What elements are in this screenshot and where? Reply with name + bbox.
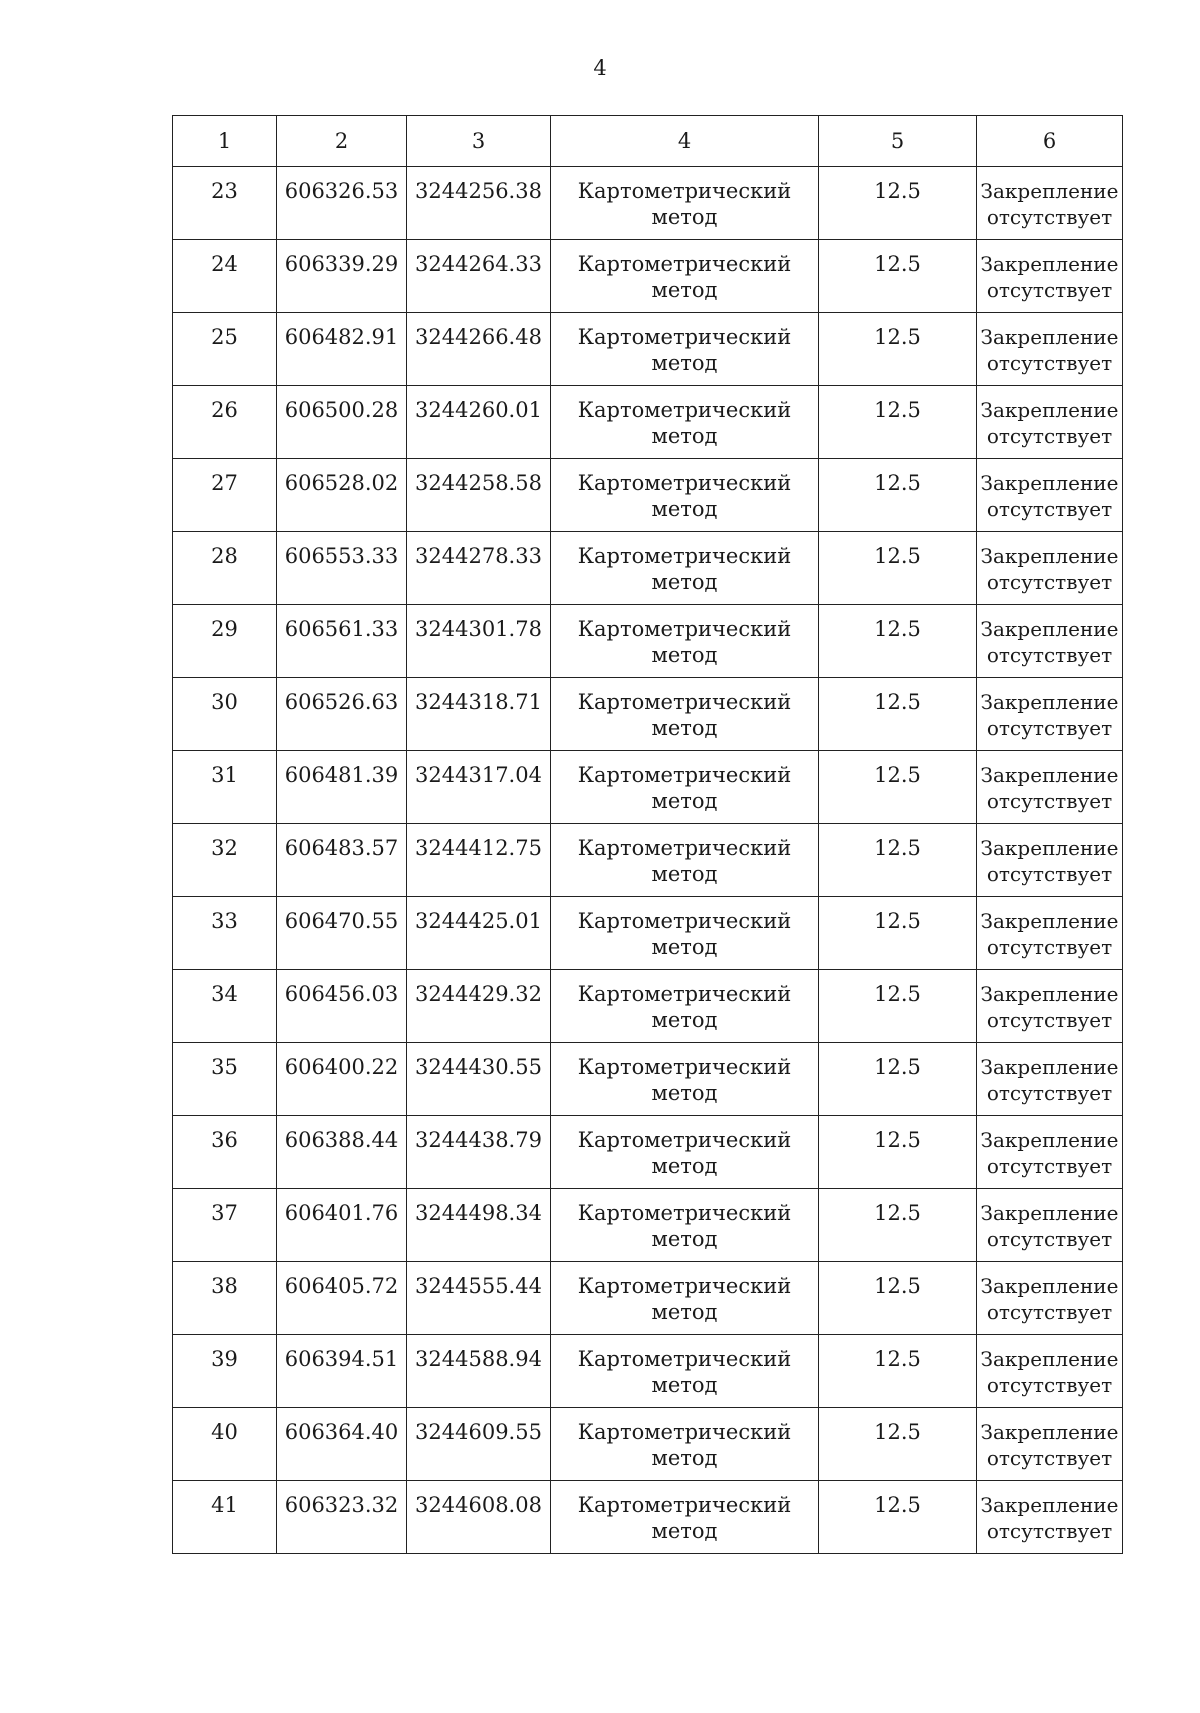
method-cell-text: Картометрический метод: [577, 1055, 792, 1105]
error-cell-text: 12.5: [874, 836, 921, 860]
error-cell: [819, 1481, 977, 1554]
fixation-line-1: Закрепление: [980, 617, 1119, 641]
method-cell-text: Картометрический метод: [577, 1347, 792, 1397]
point-number-cell-text: 29: [211, 617, 238, 641]
fixation-line-1: Закрепление: [980, 836, 1119, 860]
error-cell-text: 12.5: [874, 1201, 921, 1225]
table-row: [173, 386, 1123, 459]
error-cell-text: 12.5: [874, 763, 921, 787]
point-number-cell-text: 30: [211, 690, 238, 714]
x-coordinate-cell-text: 606405.72: [284, 1274, 399, 1298]
error-cell: [819, 605, 977, 678]
column-header: 5: [819, 116, 977, 167]
fixation-cell: [977, 678, 1123, 751]
y-coordinate-cell: [407, 678, 551, 751]
method-cell-text: Картометрический метод: [577, 398, 792, 448]
coordinates-table: [172, 115, 1123, 1554]
y-coordinate-cell: [407, 970, 551, 1043]
fixation-cell: [977, 897, 1123, 970]
point-number-cell: [173, 1116, 277, 1189]
method-cell: [551, 1116, 819, 1189]
x-coordinate-cell: [277, 313, 407, 386]
x-coordinate-cell-text: 606482.91: [284, 325, 399, 349]
x-coordinate-cell-text: 606339.29: [284, 252, 399, 276]
error-cell-text: 12.5: [874, 1420, 921, 1444]
fixation-cell: [977, 1335, 1123, 1408]
x-coordinate-cell-text: 606553.33: [284, 544, 399, 568]
error-cell-text: 12.5: [874, 1274, 921, 1298]
y-coordinate-cell: [407, 751, 551, 824]
y-coordinate-cell-text: 3244318.71: [415, 690, 542, 714]
table-row: [173, 532, 1123, 605]
fixation-line-2: отсутствует: [986, 1227, 1113, 1251]
y-coordinate-cell-text: 3244266.48: [415, 325, 542, 349]
table-row: [173, 970, 1123, 1043]
y-coordinate-cell: [407, 1481, 551, 1554]
point-number-cell-text: 34: [211, 982, 238, 1006]
point-number-cell: [173, 970, 277, 1043]
x-coordinate-cell-text: 606394.51: [284, 1347, 399, 1371]
error-cell: [819, 1116, 977, 1189]
table-row: [173, 1481, 1123, 1554]
fixation-cell: [977, 459, 1123, 532]
x-coordinate-cell: [277, 459, 407, 532]
error-cell-text: 12.5: [874, 1055, 921, 1079]
x-coordinate-cell-text: 606326.53: [284, 179, 399, 203]
x-coordinate-cell-text: 606526.63: [284, 690, 399, 714]
method-cell-text: Картометрический метод: [577, 544, 792, 594]
x-coordinate-cell-text: 606481.39: [284, 763, 399, 787]
error-cell: [819, 386, 977, 459]
fixation-line-1: Закрепление: [980, 252, 1119, 276]
point-number-cell: [173, 1335, 277, 1408]
error-cell-text: 12.5: [874, 617, 921, 641]
table-row: [173, 459, 1123, 532]
error-cell-text: 12.5: [874, 982, 921, 1006]
error-cell: [819, 1408, 977, 1481]
y-coordinate-cell: [407, 1043, 551, 1116]
method-cell-text: Картометрический метод: [577, 617, 792, 667]
fixation-line-2: отсутствует: [986, 862, 1113, 886]
point-number-cell-text: 37: [211, 1201, 238, 1225]
fixation-cell: [977, 1043, 1123, 1116]
point-number-cell-text: 33: [211, 909, 238, 933]
method-cell: [551, 1408, 819, 1481]
table-row: [173, 167, 1123, 240]
x-coordinate-cell-text: 606388.44: [284, 1128, 399, 1152]
error-cell-text: 12.5: [874, 1493, 921, 1517]
method-cell-text: Картометрический метод: [577, 1420, 792, 1470]
fixation-line-1: Закрепление: [980, 1055, 1119, 1079]
fixation-cell: [977, 313, 1123, 386]
point-number-cell: [173, 751, 277, 824]
table-row: [173, 1335, 1123, 1408]
fixation-cell: [977, 1116, 1123, 1189]
error-cell: [819, 459, 977, 532]
point-number-cell-text: 28: [211, 544, 238, 568]
point-number-cell: [173, 678, 277, 751]
y-coordinate-cell-text: 3244317.04: [415, 763, 542, 787]
x-coordinate-cell-text: 606364.40: [284, 1420, 399, 1444]
error-cell: [819, 678, 977, 751]
point-number-cell: [173, 1481, 277, 1554]
method-cell-text: Картометрический метод: [577, 1493, 792, 1543]
x-coordinate-cell: [277, 1262, 407, 1335]
table-row: [173, 1189, 1123, 1262]
y-coordinate-cell: [407, 1262, 551, 1335]
method-cell: [551, 1189, 819, 1262]
fixation-line-2: отсутствует: [986, 1519, 1113, 1543]
y-coordinate-cell-text: 3244609.55: [415, 1420, 542, 1444]
method-cell-text: Картометрический метод: [577, 471, 792, 521]
x-coordinate-cell: [277, 1335, 407, 1408]
fixation-line-2: отсутствует: [986, 789, 1113, 813]
y-coordinate-cell: [407, 459, 551, 532]
point-number-cell: [173, 1189, 277, 1262]
fixation-line-1: Закрепление: [980, 325, 1119, 349]
method-cell: [551, 605, 819, 678]
x-coordinate-cell-text: 606470.55: [284, 909, 399, 933]
table-row: [173, 240, 1123, 313]
fixation-line-2: отсутствует: [986, 1008, 1113, 1032]
method-cell: [551, 167, 819, 240]
error-cell: [819, 824, 977, 897]
y-coordinate-cell-text: 3244498.34: [415, 1201, 542, 1225]
fixation-line-1: Закрепление: [980, 982, 1119, 1006]
method-cell: [551, 532, 819, 605]
point-number-cell: [173, 313, 277, 386]
y-coordinate-cell-text: 3244258.58: [415, 471, 542, 495]
y-coordinate-cell: [407, 605, 551, 678]
table-row: [173, 1408, 1123, 1481]
x-coordinate-cell: [277, 1481, 407, 1554]
fixation-cell: [977, 1262, 1123, 1335]
point-number-cell-text: 32: [211, 836, 238, 860]
fixation-cell: [977, 1481, 1123, 1554]
x-coordinate-cell-text: 606400.22: [284, 1055, 399, 1079]
y-coordinate-cell-text: 3244555.44: [415, 1274, 542, 1298]
fixation-line-2: отсутствует: [986, 351, 1113, 375]
point-number-cell-text: 23: [211, 179, 238, 203]
error-cell: [819, 1262, 977, 1335]
fixation-line-1: Закрепление: [980, 398, 1119, 422]
point-number-cell-text: 25: [211, 325, 238, 349]
x-coordinate-cell-text: 606528.02: [284, 471, 399, 495]
table-body: [173, 167, 1123, 1554]
error-cell: [819, 240, 977, 313]
y-coordinate-cell-text: 3244588.94: [415, 1347, 542, 1371]
fixation-cell: [977, 167, 1123, 240]
fixation-line-1: Закрепление: [980, 1201, 1119, 1225]
table-row: [173, 897, 1123, 970]
method-cell-text: Картометрический метод: [577, 179, 792, 229]
method-cell-text: Картометрический метод: [577, 982, 792, 1032]
fixation-line-1: Закрепление: [980, 1420, 1119, 1444]
method-cell: [551, 824, 819, 897]
x-coordinate-cell: [277, 1043, 407, 1116]
error-cell-text: 12.5: [874, 398, 921, 422]
point-number-cell: [173, 386, 277, 459]
point-number-cell: [173, 240, 277, 313]
fixation-line-1: Закрепление: [980, 1274, 1119, 1298]
fixation-line-1: Закрепление: [980, 544, 1119, 568]
method-cell-text: Картометрический метод: [577, 1201, 792, 1251]
fixation-line-2: отсутствует: [986, 205, 1113, 229]
y-coordinate-cell: [407, 1189, 551, 1262]
x-coordinate-cell: [277, 386, 407, 459]
table-row: [173, 678, 1123, 751]
point-number-cell-text: 40: [211, 1420, 238, 1444]
method-cell-text: Картометрический метод: [577, 252, 792, 302]
x-coordinate-cell: [277, 751, 407, 824]
x-coordinate-cell-text: 606561.33: [284, 617, 399, 641]
point-number-cell: [173, 605, 277, 678]
error-cell-text: 12.5: [874, 690, 921, 714]
table-row: [173, 824, 1123, 897]
column-header: 6: [977, 116, 1123, 167]
fixation-line-1: Закрепление: [980, 763, 1119, 787]
table-header-row: [173, 116, 1123, 167]
fixation-line-1: Закрепление: [980, 1128, 1119, 1152]
y-coordinate-cell: [407, 532, 551, 605]
point-number-cell-text: 27: [211, 471, 238, 495]
column-header: 2: [277, 116, 407, 167]
error-cell-text: 12.5: [874, 1347, 921, 1371]
table-row: [173, 605, 1123, 678]
fixation-line-2: отсутствует: [986, 643, 1113, 667]
y-coordinate-cell-text: 3244430.55: [415, 1055, 542, 1079]
x-coordinate-cell: [277, 970, 407, 1043]
method-cell: [551, 1335, 819, 1408]
fixation-line-1: Закрепление: [980, 909, 1119, 933]
point-number-cell: [173, 532, 277, 605]
fixation-line-1: Закрепление: [980, 690, 1119, 714]
point-number-cell-text: 26: [211, 398, 238, 422]
method-cell-text: Картометрический метод: [577, 325, 792, 375]
fixation-line-2: отсутствует: [986, 278, 1113, 302]
x-coordinate-cell: [277, 167, 407, 240]
method-cell-text: Картометрический метод: [577, 1274, 792, 1324]
column-header: 4: [551, 116, 819, 167]
fixation-line-2: отсутствует: [986, 497, 1113, 521]
point-number-cell: [173, 1408, 277, 1481]
x-coordinate-cell-text: 606456.03: [284, 982, 399, 1006]
table-row: [173, 1116, 1123, 1189]
error-cell-text: 12.5: [874, 325, 921, 349]
point-number-cell-text: 36: [211, 1128, 238, 1152]
y-coordinate-cell-text: 3244278.33: [415, 544, 542, 568]
table-row: [173, 1262, 1123, 1335]
x-coordinate-cell: [277, 605, 407, 678]
method-cell-text: Картометрический метод: [577, 836, 792, 886]
y-coordinate-cell-text: 3244256.38: [415, 179, 542, 203]
fixation-line-2: отсутствует: [986, 935, 1113, 959]
point-number-cell: [173, 167, 277, 240]
method-cell: [551, 1262, 819, 1335]
fixation-line-1: Закрепление: [980, 471, 1119, 495]
point-number-cell: [173, 897, 277, 970]
point-number-cell-text: 38: [211, 1274, 238, 1298]
method-cell: [551, 678, 819, 751]
fixation-cell: [977, 386, 1123, 459]
error-cell-text: 12.5: [874, 544, 921, 568]
error-cell-text: 12.5: [874, 252, 921, 276]
point-number-cell: [173, 1262, 277, 1335]
point-number-cell-text: 24: [211, 252, 238, 276]
fixation-cell: [977, 824, 1123, 897]
y-coordinate-cell-text: 3244608.08: [415, 1493, 542, 1517]
method-cell: [551, 1043, 819, 1116]
y-coordinate-cell-text: 3244412.75: [415, 836, 542, 860]
fixation-line-2: отсутствует: [986, 1300, 1113, 1324]
y-coordinate-cell-text: 3244425.01: [415, 909, 542, 933]
method-cell: [551, 970, 819, 1043]
fixation-line-1: Закрепление: [980, 1493, 1119, 1517]
y-coordinate-cell-text: 3244260.01: [415, 398, 542, 422]
y-coordinate-cell: [407, 240, 551, 313]
y-coordinate-cell: [407, 167, 551, 240]
fixation-cell: [977, 240, 1123, 313]
y-coordinate-cell-text: 3244438.79: [415, 1128, 542, 1152]
method-cell-text: Картометрический метод: [577, 1128, 792, 1178]
error-cell: [819, 751, 977, 824]
table-row: [173, 1043, 1123, 1116]
fixation-line-2: отсутствует: [986, 1373, 1113, 1397]
fixation-line-2: отсутствует: [986, 1446, 1113, 1470]
y-coordinate-cell: [407, 1116, 551, 1189]
y-coordinate-cell: [407, 313, 551, 386]
fixation-cell: [977, 751, 1123, 824]
fixation-line-2: отсутствует: [986, 1081, 1113, 1105]
x-coordinate-cell: [277, 824, 407, 897]
point-number-cell-text: 41: [211, 1493, 238, 1517]
x-coordinate-cell-text: 606500.28: [284, 398, 399, 422]
error-cell: [819, 167, 977, 240]
point-number-cell-text: 39: [211, 1347, 238, 1371]
x-coordinate-cell-text: 606323.32: [284, 1493, 399, 1517]
fixation-cell: [977, 1408, 1123, 1481]
y-coordinate-cell: [407, 1335, 551, 1408]
fixation-cell: [977, 532, 1123, 605]
table-row: [173, 313, 1123, 386]
y-coordinate-cell: [407, 386, 551, 459]
point-number-cell-text: 35: [211, 1055, 238, 1079]
error-cell-text: 12.5: [874, 909, 921, 933]
y-coordinate-cell: [407, 1408, 551, 1481]
table-row: [173, 751, 1123, 824]
fixation-line-1: Закрепление: [980, 1347, 1119, 1371]
y-coordinate-cell: [407, 824, 551, 897]
x-coordinate-cell: [277, 1408, 407, 1481]
fixation-cell: [977, 605, 1123, 678]
method-cell-text: Картометрический метод: [577, 909, 792, 959]
fixation-line-2: отсутствует: [986, 716, 1113, 740]
x-coordinate-cell: [277, 1116, 407, 1189]
fixation-line-2: отсутствует: [986, 424, 1113, 448]
x-coordinate-cell-text: 606483.57: [284, 836, 399, 860]
method-cell-text: Картометрический метод: [577, 690, 792, 740]
method-cell: [551, 386, 819, 459]
error-cell: [819, 1335, 977, 1408]
point-number-cell: [173, 459, 277, 532]
y-coordinate-cell-text: 3244301.78: [415, 617, 542, 641]
column-header: 1: [173, 116, 277, 167]
fixation-cell: [977, 1189, 1123, 1262]
column-header: 3: [407, 116, 551, 167]
x-coordinate-cell: [277, 678, 407, 751]
method-cell: [551, 313, 819, 386]
method-cell: [551, 1481, 819, 1554]
error-cell: [819, 1189, 977, 1262]
x-coordinate-cell: [277, 1189, 407, 1262]
error-cell-text: 12.5: [874, 1128, 921, 1152]
method-cell: [551, 751, 819, 824]
x-coordinate-cell-text: 606401.76: [284, 1201, 399, 1225]
point-number-cell: [173, 824, 277, 897]
fixation-line-2: отсутствует: [986, 1154, 1113, 1178]
y-coordinate-cell: [407, 897, 551, 970]
fixation-cell: [977, 970, 1123, 1043]
error-cell-text: 12.5: [874, 471, 921, 495]
y-coordinate-cell-text: 3244264.33: [415, 252, 542, 276]
error-cell: [819, 970, 977, 1043]
point-number-cell: [173, 1043, 277, 1116]
method-cell: [551, 240, 819, 313]
y-coordinate-cell-text: 3244429.32: [415, 982, 542, 1006]
method-cell: [551, 459, 819, 532]
x-coordinate-cell: [277, 240, 407, 313]
error-cell: [819, 897, 977, 970]
error-cell: [819, 313, 977, 386]
method-cell: [551, 897, 819, 970]
fixation-line-1: Закрепление: [980, 179, 1119, 203]
x-coordinate-cell: [277, 532, 407, 605]
error-cell-text: 12.5: [874, 179, 921, 203]
x-coordinate-cell: [277, 897, 407, 970]
page-number: 4: [593, 56, 607, 80]
error-cell: [819, 532, 977, 605]
fixation-line-2: отсутствует: [986, 570, 1113, 594]
method-cell-text: Картометрический метод: [577, 763, 792, 813]
error-cell: [819, 1043, 977, 1116]
point-number-cell-text: 31: [211, 763, 238, 787]
